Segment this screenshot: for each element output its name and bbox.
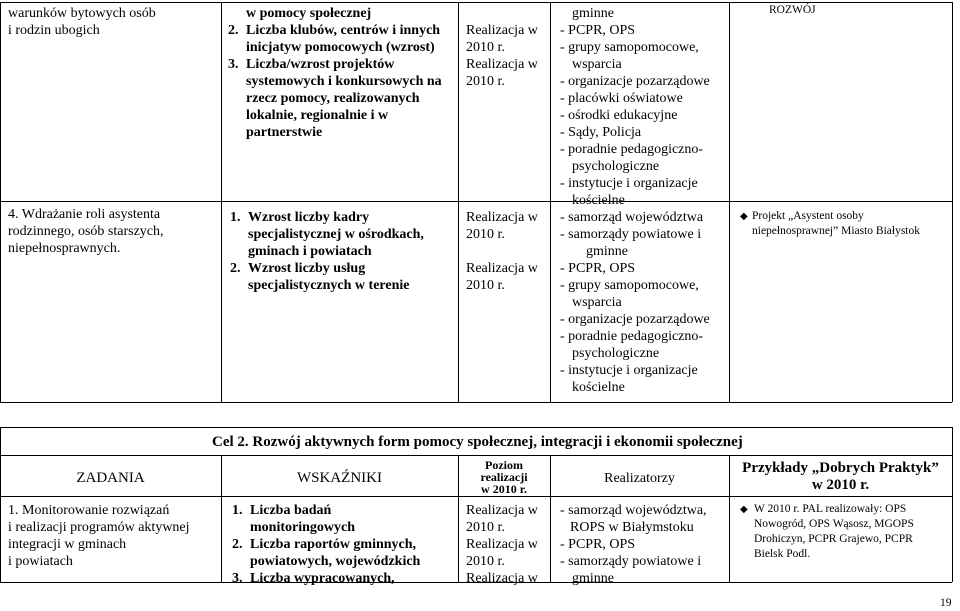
row-a-task-line: i rodzin ubogich: [8, 23, 100, 38]
indicator-text: Wzrost liczby kadry: [248, 210, 370, 225]
table1-col4: [729, 2, 730, 402]
page-number: 19: [940, 597, 952, 609]
bullet-icon: ◆: [740, 504, 748, 515]
table2-header-divider: [0, 496, 952, 497]
indicator-text: specjalistycznych w terenie: [248, 278, 410, 293]
level-line: Realizacja w: [466, 210, 538, 225]
indicator-text: Liczba klubów, centrów i innych: [246, 23, 441, 38]
indicator-text: Liczba wypracowanych,: [250, 571, 395, 586]
implementer-line: - Sądy, Policja: [560, 125, 642, 140]
table2-goal-divider: [0, 455, 952, 456]
indicator-num: 1.: [232, 503, 243, 518]
indicator-text: Liczba badań: [250, 503, 332, 518]
indicator-text: w pomocy społecznej: [246, 6, 372, 21]
table2-top-border: [0, 427, 952, 428]
implementer-line: - PCPR, OPS: [560, 23, 636, 38]
header-examples-line: Przykłady „Dobrych Praktyk”: [742, 460, 939, 476]
implementer-line: - grupy samopomocowe,: [560, 40, 699, 55]
row-a-task-line: warunków bytowych osób: [8, 6, 156, 21]
level-line: 2010 r.: [466, 554, 505, 569]
t2-task-line: 1. Monitorowanie rozwiązań: [8, 503, 170, 518]
table1-bottom-border: [0, 402, 952, 403]
indicator-num: 3.: [232, 571, 243, 586]
t2-task-line: i powiatach: [8, 554, 73, 569]
implementer-line: wsparcia: [572, 57, 622, 72]
implementer-line: - placówki oświatowe: [560, 91, 683, 106]
indicator-num: 2.: [228, 23, 239, 38]
t2-implementers: [560, 502, 707, 587]
implementer-line: - samorządy powiatowe i: [560, 227, 702, 242]
implementer-line: - samorządy powiatowe i: [560, 554, 702, 569]
level-line: 2010 r.: [466, 520, 505, 535]
level-line: 2010 r.: [466, 74, 505, 89]
implementer-line: - samorząd województwa,: [560, 503, 707, 518]
indicator-text: inicjatyw pomocowych (wzrost): [246, 40, 435, 55]
example-line: W 2010 r. PAL realizowały: OPS: [754, 503, 907, 515]
indicator-num: 3.: [228, 57, 239, 72]
indicator-num: 2.: [230, 261, 241, 276]
example-line: Drohiczyn, PCPR Grajewo, PCPR: [754, 533, 913, 545]
table1-row-divider: [0, 201, 952, 202]
implementer-line: - instytucje i organizacje: [560, 176, 698, 191]
implementer-line: wsparcia: [572, 295, 622, 310]
row-b-task-line: rodzinnego, osób starszych,: [8, 224, 164, 239]
implementer-line: kościelne: [572, 380, 625, 395]
example-line: niepełnosprawnej” Miasto Białystok: [752, 225, 920, 237]
level-line: Realizacja w: [466, 23, 538, 38]
indicator-text: Wzrost liczby usług: [248, 261, 366, 276]
row-a-implementers: [560, 5, 710, 209]
level-line: Realizacja w: [466, 261, 538, 276]
t2-level: [466, 502, 538, 587]
indicator-text: gminach i powiatach: [248, 244, 372, 259]
level-line: 2010 r.: [466, 227, 505, 242]
indicator-text: partnerstwie: [246, 125, 323, 140]
implementer-line: gminne: [572, 6, 614, 21]
implementer-line: kościelne: [572, 193, 625, 208]
table1-col2: [458, 2, 459, 402]
row-b-task-line: 4. Wdrażanie roli asystenta: [8, 207, 161, 222]
table2-col5: [952, 427, 953, 582]
row-b-task: [8, 206, 164, 257]
header-examples-line: w 2010 r.: [811, 477, 870, 493]
header-tasks: ZADANIA: [76, 470, 145, 486]
header-indicators: WSKAŹNIKI: [297, 470, 382, 486]
row-b-implementers: [560, 209, 710, 396]
goal-title: Cel 2. Rozwój aktywnych form pomocy społecznej, integracji i ekonomii społecznej: [212, 434, 743, 450]
indicator-text: rzecz pomocy, realizowanych: [246, 91, 420, 106]
implementer-line: - PCPR, OPS: [560, 537, 636, 552]
t2-task-line: integracji w gminach: [8, 537, 127, 552]
t2-task-line: i realizacji programów aktywnej: [8, 520, 190, 535]
implementer-line: - poradnie pedagogiczno-: [560, 142, 704, 157]
indicator-num: 1.: [230, 210, 241, 225]
t2-task: [8, 502, 190, 570]
implementer-line: - instytucje i organizacje: [560, 363, 698, 378]
implementer-line: - PCPR, OPS: [560, 261, 636, 276]
implementer-line: psychologiczne: [572, 346, 660, 361]
implementer-line: gminne: [572, 571, 614, 586]
table1-col5: [952, 2, 953, 402]
level-line: Realizacja w: [466, 57, 538, 72]
header-level-line: realizacji: [480, 470, 528, 484]
indicator-text: powiatowych, wojewódzkich: [250, 554, 421, 569]
indicator-text: Liczba/wzrost projektów: [246, 57, 395, 72]
example-line: Nowogród, OPS Wąsosz, MGOPS: [754, 518, 914, 530]
example-line: Projekt „Asystent osoby: [752, 210, 864, 222]
implementer-line: - grupy samopomocowe,: [560, 278, 699, 293]
indicator-text: Liczba raportów gminnych,: [250, 537, 417, 552]
example-line: Bielsk Podl.: [754, 548, 811, 560]
row-b-task-line: niepełnosprawnych.: [8, 241, 121, 256]
implementer-line: - organizacje pozarządowe: [560, 74, 710, 89]
indicator-text: specjalistycznej w ośrodkach,: [248, 227, 424, 242]
implementer-line: ROPS w Białymstoku: [570, 520, 694, 535]
row-a-task: [8, 5, 156, 39]
bullet-icon: ◆: [740, 211, 748, 222]
level-line: Realizacja w: [466, 571, 538, 586]
level-line: Realizacja w: [466, 537, 538, 552]
indicator-num: 2.: [232, 537, 243, 552]
header-level-line: Poziom: [485, 458, 523, 472]
implementer-line: - organizacje pozarządowe: [560, 312, 710, 327]
row-b-level: [466, 209, 538, 294]
header-level: [458, 459, 550, 495]
implementer-line: - poradnie pedagogiczno-: [560, 329, 704, 344]
level-line: 2010 r.: [466, 40, 505, 55]
header-implementers: Realizatorzy: [604, 471, 675, 486]
table1-col0: [0, 2, 1, 402]
implementer-line: - samorząd województwa: [560, 210, 704, 225]
table1-col3: [550, 2, 551, 402]
indicator-text: lokalnie, regionalnie i w: [246, 108, 389, 123]
row-a-level: [466, 22, 538, 90]
level-line: 2010 r.: [466, 278, 505, 293]
implementer-line: psychologiczne: [572, 159, 660, 174]
implementer-line: - ośrodki edukacyjne: [560, 108, 678, 123]
table2-col0: [0, 427, 1, 582]
implementer-line: gminne: [586, 244, 628, 259]
header-examples: [729, 460, 952, 494]
indicator-text: systemowych i konkursowych na: [246, 74, 442, 89]
row-a-example: ROZWÓJ: [769, 4, 816, 16]
table1-col1: [221, 2, 222, 402]
indicator-text: monitoringowych: [250, 520, 355, 535]
header-level-line: w 2010 r.: [481, 482, 527, 496]
level-line: Realizacja w: [466, 503, 538, 518]
